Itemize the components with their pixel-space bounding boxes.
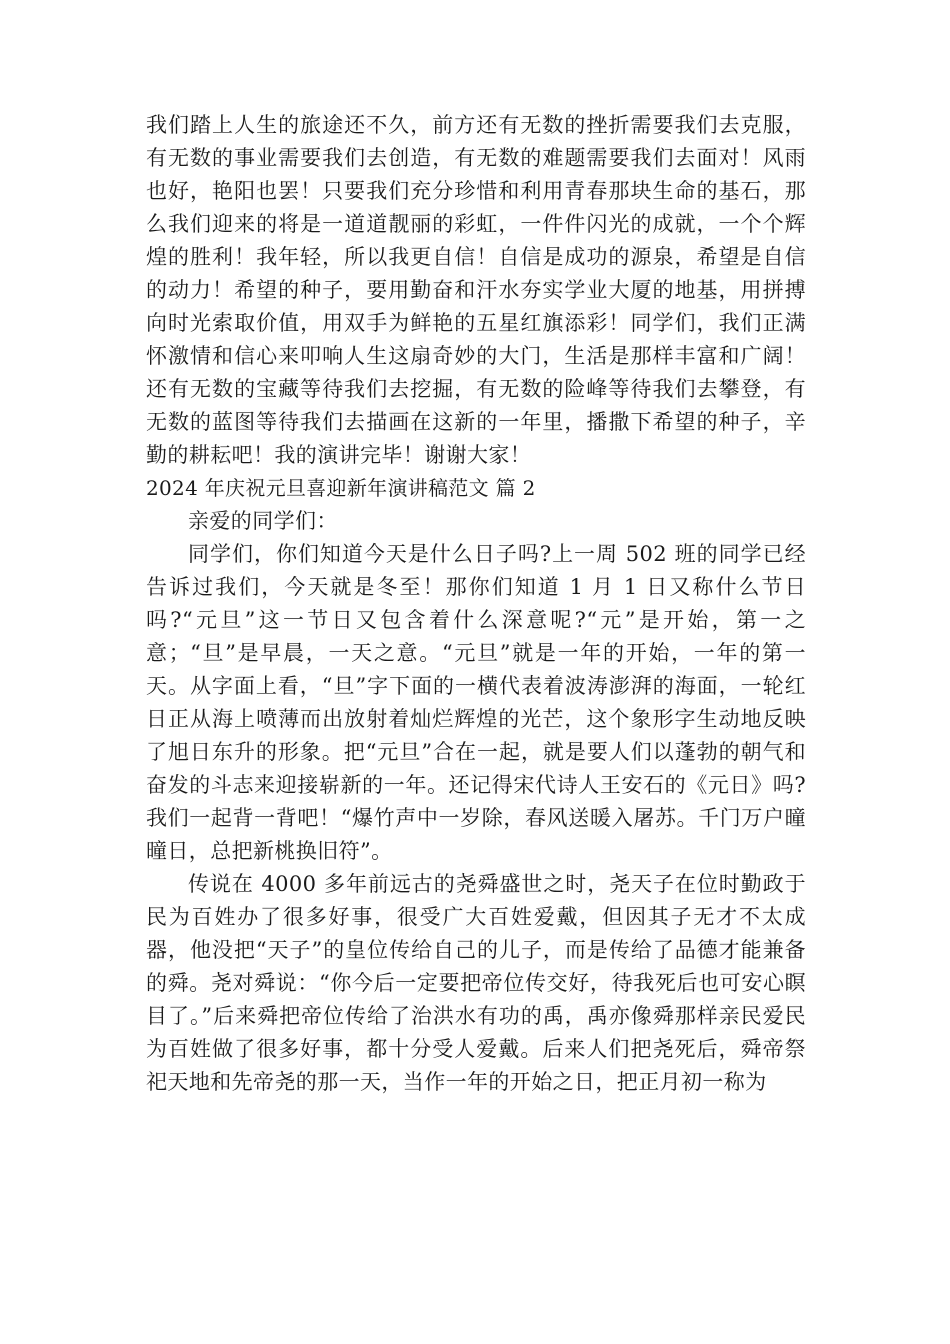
paragraph-salutation: 亲爱的同学们：: [188, 509, 338, 533]
paragraph-yuandan-legend: 传说在 4000 多年前远古的尧舜盛世之时，尧天子在位时勤政于民为百姓办了很多好事，很受广大百姓爱戴，但因其子无才不太成器，他没把“天子”的皇位传给自己的儿子，而是传给了品德才能兼备的舜。尧对舜说：“你今后一定要把帝位传交好，待我死后也可安心瞑目了。”后来舜把帝位传给了治洪水有功的禹，禹亦像舜那样亲民爱民为百姓做了很多好事，都十分受人爱戴。后来人们把尧死后，舜帝祭祀天地和先帝尧的那一天，当作一年的开始之日，把正月初一称为: [146, 872, 806, 1094]
paragraph-yuandan-meaning: 同学们，你们知道今天是什么日子吗?上一周 502 班的同学已经告诉过我们，今天就是冬至！那你们知道 1 月 1 日又称什么节日吗?“元旦”这一节日又包含着什么深意呢?“元”是开始，第一之意；“旦”是早晨，一天之意。“元旦”就是一年的开始，一年的第一天。从字面上看，“旦”字下面的一横代表着波涛澎湃的海面，一轮红日正从海上喷薄而出放射着灿烂辉煌的光芒，这个象形字生动地反映了旭日东升的形象。把“元旦”合在一起，就是要人们以蓬勃的朝气和奋发的斗志来迎接崭新的一年。还记得宋代诗人王安石的《元日》吗?我们一起背一背吧！“爆竹声中一岁除，春风送暖入屠苏。千门万户曈曈日，总把新桃换旧符”。: [146, 542, 806, 863]
paragraph-closing-speech: 我们踏上人生的旅途还不久，前方还有无数的挫折需要我们去克服，有无数的事业需要我们去创造，有无数的难题需要我们去面对！风雨也好，艳阳也罢！只要我们充分珍惜和利用青春那块生命的基石，那么我们迎来的将是一道道靓丽的彩虹，一件件闪光的成就，一个个辉煌的胜利！我年轻，所以我更自信！自信是成功的源泉，希望是自信的动力！希望的种子，要用勤奋和汗水夯实学业大厦的地基，用拼搏向时光索取价值，用双手为鲜艳的五星红旗添彩！同学们，我们正满怀激情和信心来叩响人生这扇奇妙的大门，生活是那样丰富和广阔！还有无数的宝藏等待我们去挖掘，有无数的险峰等待我们去攀登，有无数的蓝图等待我们去描画在这新的一年里，播撒下希望的种子，辛勤的耕耘吧！我的演讲完毕！谢谢大家！: [146, 113, 806, 467]
document-body: [146, 109, 806, 1099]
section-heading: 2024 年庆祝元旦喜迎新年演讲稿范文 篇 2: [146, 476, 536, 500]
